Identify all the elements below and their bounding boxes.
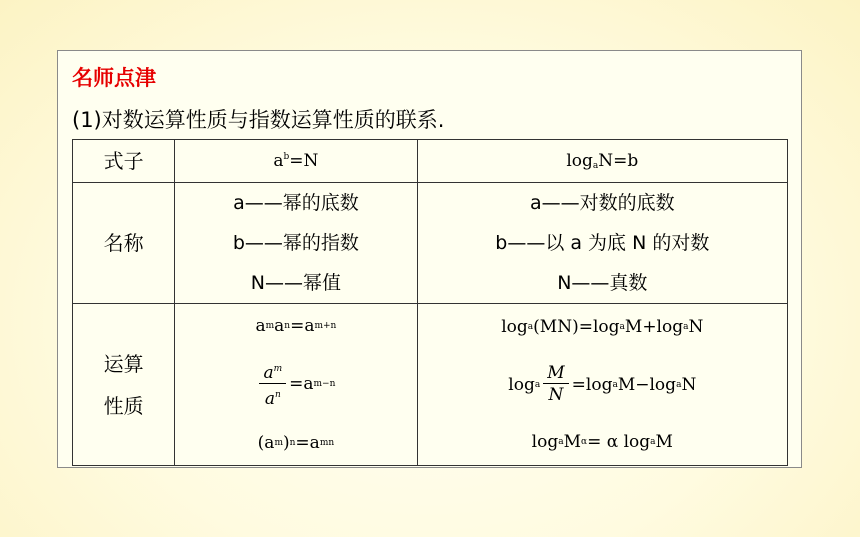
log-power-rule: log a M α = α log a M [531,432,673,452]
label-formula: 式子 [73,140,175,183]
log-definition: $\log_aN=b$ [417,140,787,183]
log-properties [417,304,787,466]
log-product-rule: log a (MN)=log a M+log a N [501,317,704,337]
exp-definition: $a^b=N$ [175,140,417,183]
table-row-properties [73,304,788,466]
label-properties: 运算 性质 [73,304,175,466]
intro-text: (1)对数运算性质与指数运算性质的联系. [72,108,445,132]
list-item: N——幂值 [250,272,342,294]
exp-quotient-rule: $\frac{a^m}{a^n}$ =a m−n [175,359,416,410]
list-item: a——幂的底数 [233,192,359,214]
list-item: b——以 a 为底 N 的对数 [495,232,710,254]
section-heading: 名师点津 [72,66,156,90]
list-item: b——幂的指数 [232,232,359,254]
exp-product-rule: a m a n =a m+n [255,315,337,336]
list-item: a——对数的底数 [529,192,675,214]
comparison-table [72,139,788,466]
log-names [417,183,787,304]
exp-power-rule: (a m ) n =a mn [257,433,335,454]
table-row-names [73,183,788,304]
exp-properties [175,304,417,466]
list-item: N——真数 [557,272,648,294]
exp-names [175,183,417,304]
log-quotient-rule: log a $\frac{M}{N}$ =log a M−log a N [508,363,697,405]
table-row-header [73,140,788,183]
label-names: 名称 [73,183,175,304]
